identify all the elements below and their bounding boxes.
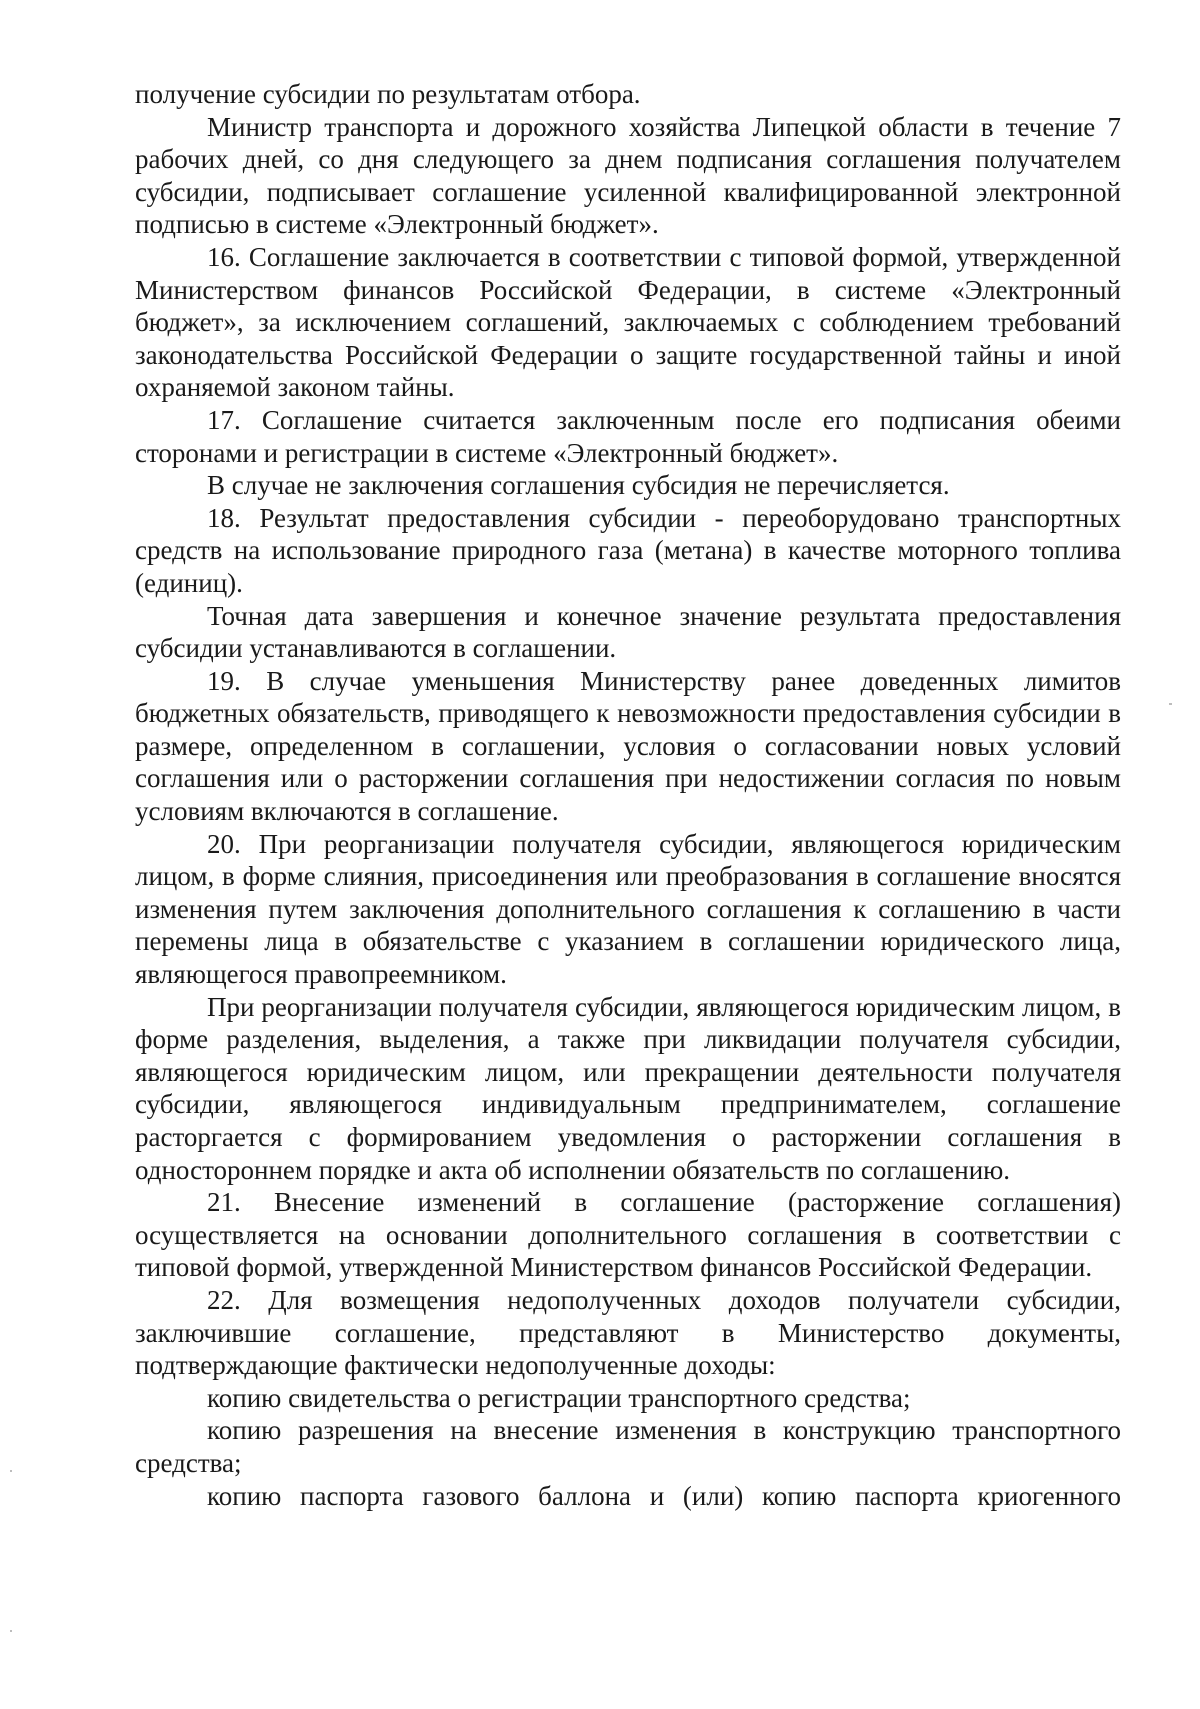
list-item-cylinder-passport-copy: копию паспорта газового баллона и (или) копию паспорта криогенного <box>207 1480 1121 1511</box>
paragraph-18: 18. Результат предоставления субсидии - переоборудовано транспортных средств на использование природного газа (метана) в качестве моторного топлива (единиц). <box>135 502 1121 598</box>
scan-mark <box>1169 703 1172 705</box>
paragraph-minister-signing: Министр транспорта и дорожного хозяйства Липецкой области в течение 7 рабочих дней, со дня следующего за днем подписания соглашения получателем субсидии, подписывает соглашение усиленной квалифицированной электронной подписью в системе «Электронный бюджет». <box>135 111 1121 240</box>
list-item-registration-copy: копию свидетельства о регистрации транспортного средства; <box>207 1382 911 1413</box>
paragraph-17-note: В случае не заключения соглашения субсидия не перечисляется. <box>207 470 950 501</box>
paragraph-continuation: получение субсидии по результатам отбора. <box>135 79 641 109</box>
paragraph-19: 19. В случае уменьшения Министерству ранее доведенных лимитов бюджетных обязательств, приводящего к невозможности предоставления субсидии в размере, определенном в соглашении, условия о согласовании новых условий соглашения или о расторжении соглашения при недостижении согласия по новым условиям включаются в соглашение. <box>135 665 1121 827</box>
paragraph-21: 21. Внесение изменений в соглашение (расторжение соглашения) осуществляется на основании дополнительного соглашения в соответствии с типовой формой, утвержденной Министерством финансов Российской Федерации. <box>135 1187 1121 1283</box>
scan-mark <box>10 1470 12 1472</box>
scan-mark <box>10 1630 12 1632</box>
document-body <box>135 78 1121 1512</box>
paragraph-20: 20. При реорганизации получателя субсидии, являющегося юридическим лицом, в форме слияния, присоединения или преобразования в соглашение вносятся изменения путем заключения дополнительного соглашения к соглашению в части перемены лица в обязательстве с указанием в соглашении юридического лица, являющегося правопреемником. <box>135 828 1121 990</box>
paragraph-17: 17. Соглашение считается заключенным после его подписания обеими сторонами и регистрации в системе «Электронный бюджет». <box>135 404 1121 468</box>
paragraph-18-note: Точная дата завершения и конечное значение результата предоставления субсидии устанавливаются в соглашении. <box>135 600 1121 664</box>
paragraph-20-note: При реорганизации получателя субсидии, являющегося юридическим лицом, в форме разделения, выделения, а также при ликвидации получателя субсидии, являющегося юридическим лицом, или прекращении деятельности получателя субсидии, являющегося индивидуальным предпринимателем, соглашение расторгается с формированием уведомления о расторжении соглашения в одностороннем порядке и акта об исполнении обязательств по соглашению. <box>135 991 1121 1185</box>
paragraph-22: 22. Для возмещения недополученных доходов получатели субсидии, заключившие соглашение, представляют в Министерство документы, подтверждающие фактически недополученные доходы: <box>135 1284 1121 1381</box>
list-item-permit-copy: копию разрешения на внесение изменения в конструкцию транспортного средства; <box>135 1415 1121 1478</box>
paragraph-16: 16. Соглашение заключается в соответствии с типовой формой, утвержденной Министерством финансов Российской Федерации, в системе «Электронный бюджет», за исключением соглашений, заключаемых с соблюдением требований законодательства Российской Федерации о защите государственной тайны и иной охраняемой законом тайны. <box>135 241 1121 403</box>
